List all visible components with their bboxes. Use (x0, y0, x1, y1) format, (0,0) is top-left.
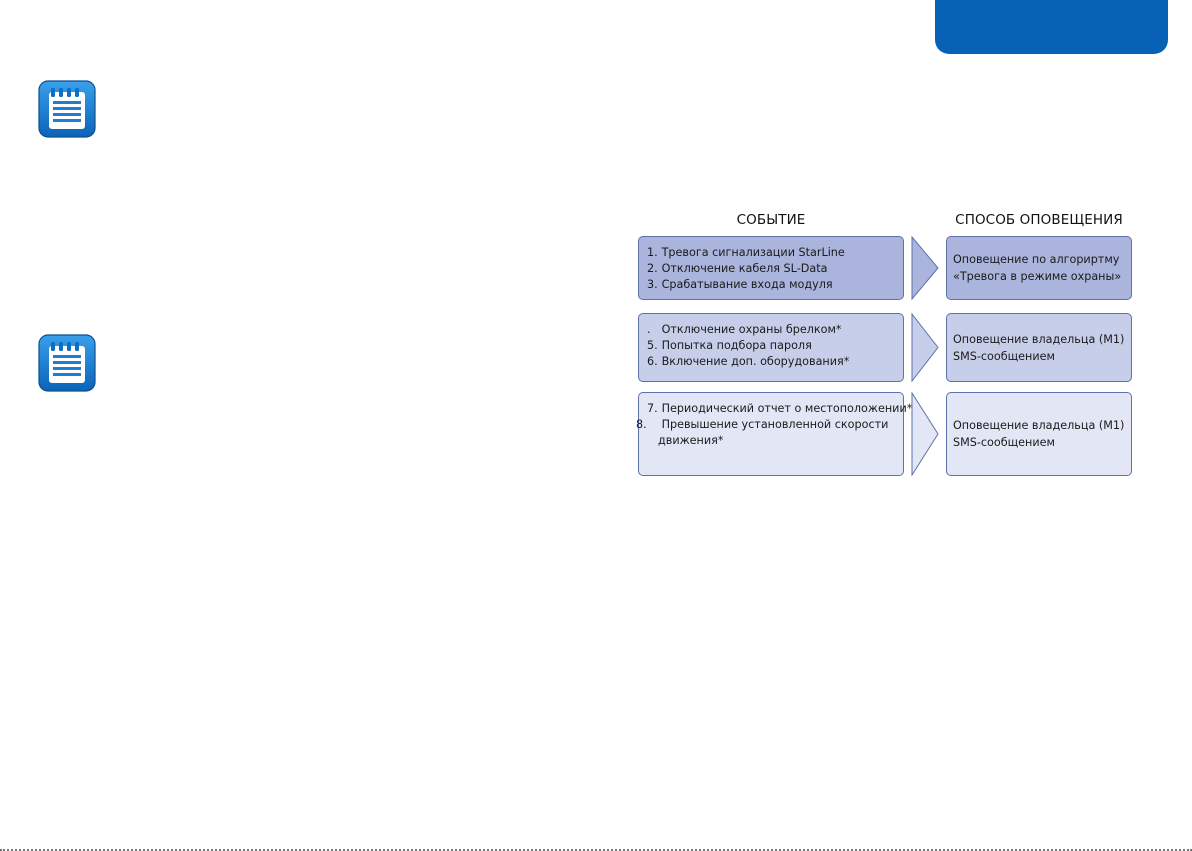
event-number: 1. (647, 246, 658, 259)
chevron-arrow-icon (910, 392, 940, 476)
chevron-arrow-icon (910, 313, 940, 382)
method-text: Оповещение по алгориртму (953, 253, 1120, 266)
event-text: Включение доп. оборудования* (661, 355, 850, 368)
event-number: 7. (647, 402, 658, 415)
event-text: Периодический отчет о местоположении* (661, 402, 913, 415)
event-number: . (647, 323, 651, 336)
method-text: SMS-сообщением (953, 349, 1055, 363)
event-item (647, 338, 895, 354)
event-text: Попытка подбора пароля (661, 339, 812, 352)
event-box-2 (638, 313, 904, 382)
method-box-3 (946, 392, 1132, 476)
chevron-arrow-icon (910, 236, 940, 300)
event-number: 2. (647, 262, 658, 275)
method-text: Оповещение владельца (М1) (953, 332, 1125, 346)
event-text: Превышение установленной скорости движения* (658, 418, 889, 447)
event-number: 8. (636, 418, 647, 431)
page-tab (935, 0, 1168, 54)
event-number: 5. (647, 339, 658, 352)
event-item (636, 417, 895, 449)
method-box-2 (946, 313, 1132, 382)
notepad-icon (38, 80, 96, 138)
method-box-1 (946, 236, 1132, 300)
method-text: «Тревога в режиме охраны» (953, 270, 1122, 283)
event-box-1 (638, 236, 904, 300)
event-text: Отключение кабеля SL-Data (661, 262, 828, 275)
method-text: SMS-сообщением (953, 436, 1055, 449)
event-text: Отключение охраны брелком* (661, 323, 842, 336)
event-item (647, 354, 895, 370)
method-column-header: СПОСОБ ОПОВЕЩЕНИЯ (955, 212, 1123, 228)
method-text: Оповещение владельца (М1) (953, 419, 1125, 432)
event-item (647, 261, 895, 277)
notepad-icon (38, 334, 96, 392)
event-item (647, 245, 895, 261)
event-box-3 (636, 392, 913, 476)
event-item (647, 322, 895, 338)
event-text: Тревога сигнализации StarLine (661, 246, 845, 259)
event-number: 3. (647, 278, 658, 291)
event-item (647, 401, 913, 417)
event-item (647, 277, 895, 293)
event-number: 6. (647, 355, 658, 368)
event-column-header: СОБЫТИЕ (736, 212, 806, 228)
event-text: Срабатывание входа модуля (661, 278, 833, 291)
